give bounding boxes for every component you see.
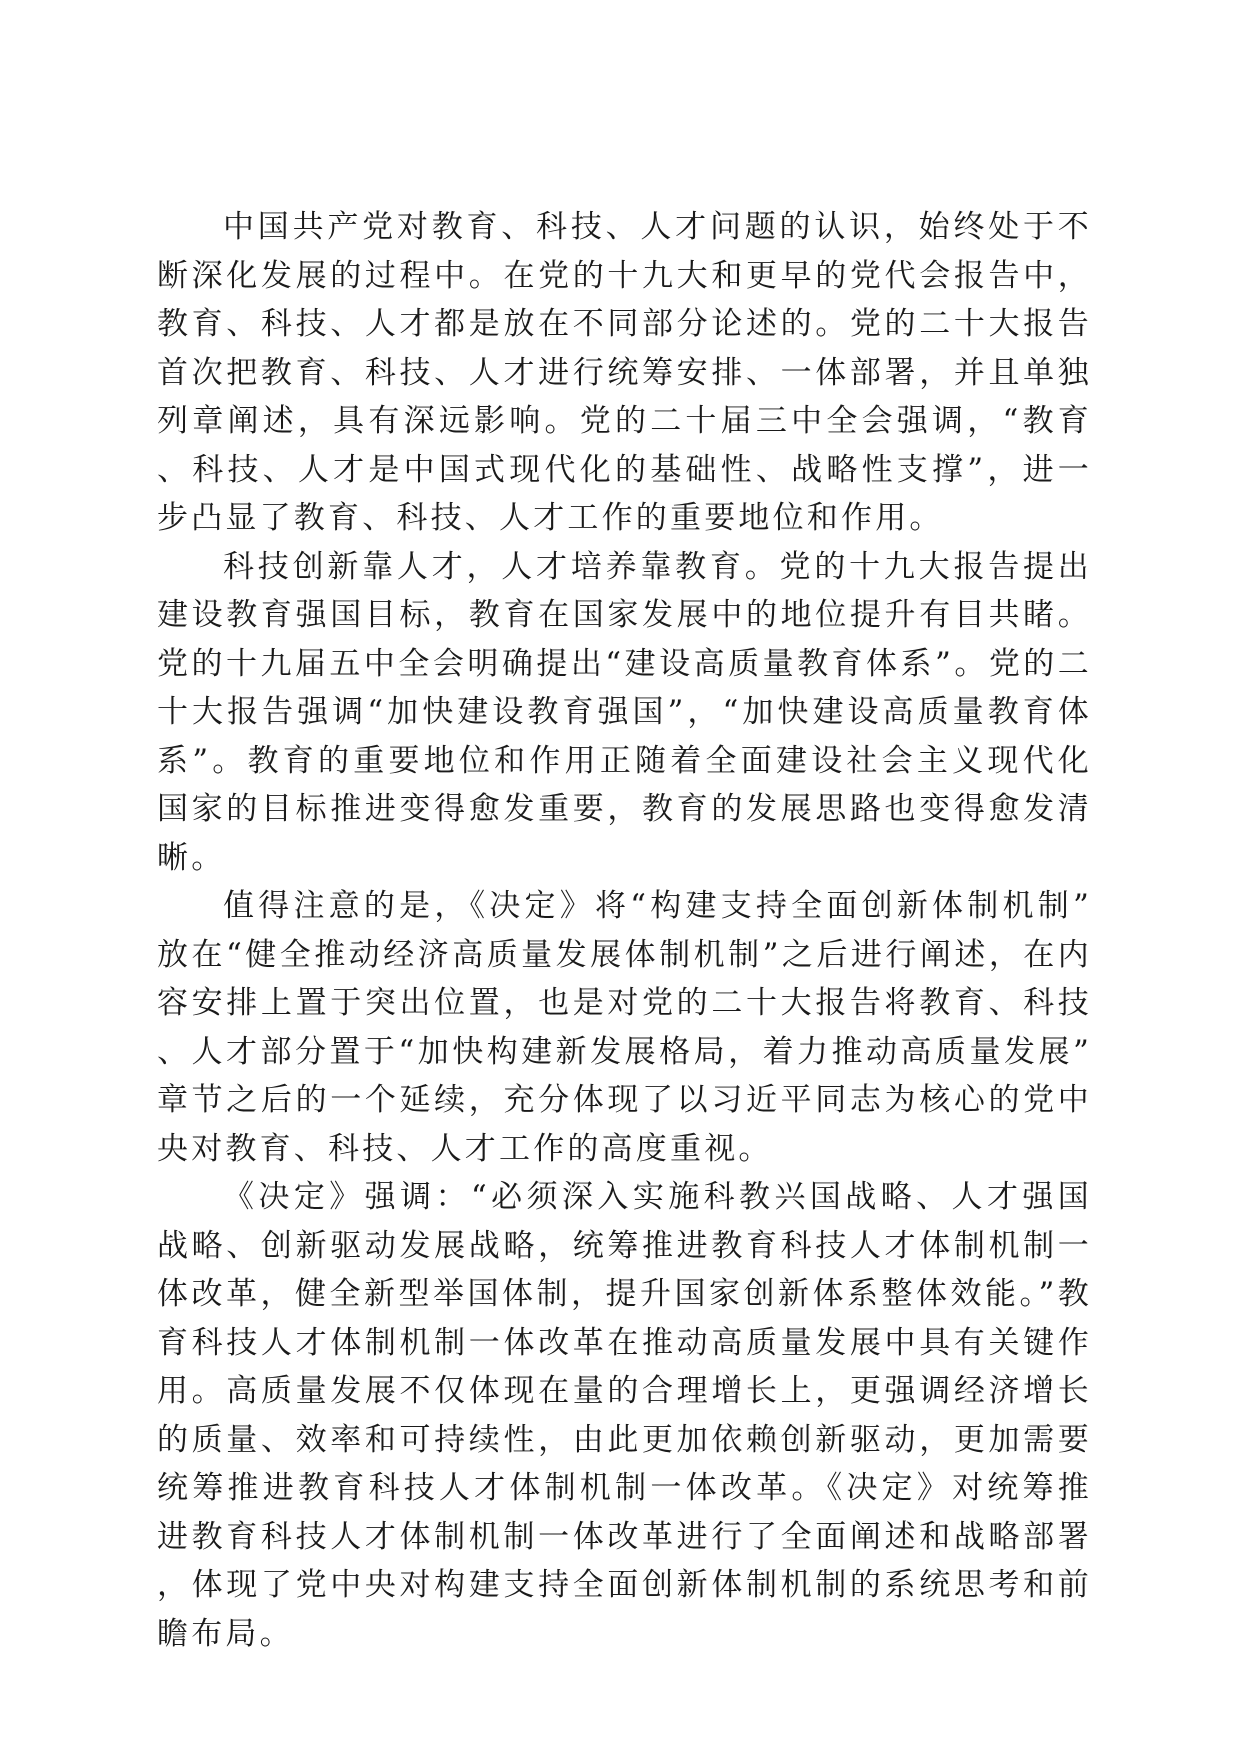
paragraph-2: 科技创新靠人才，人才培养靠教育。党的十九大报告提出建设教育强国目标，教育在国家发展中的地位提升有目共睹。党的十九届五中全会明确提出“建设高质量教育体系”。党的二十大报告强调“加快建设教育强国”，“加快建设高质量教育体系”。教育的重要地位和作用正随着全面建设社会主义现代化国家的目标推进变得愈发重要，教育的发展思路也变得愈发清晰。 (157, 548, 1092, 876)
paragraph-1: 中国共产党对教育、科技、人才问题的认识，始终处于不断深化发展的过程中。在党的十九大和更早的党代会报告中，教育、科技、人才都是放在不同部分论述的。党的二十大报告首次把教育、科技、人才进行统筹安排、一体部署，并且单独列章阐述，具有深远影响。党的二十届三中全会强调，“教育、科技、人才是中国式现代化的基础性、战略性支撑”，进一步凸显了教育、科技、人才工作的重要地位和作用。 (157, 209, 1092, 536)
paragraph-3: 值得注意的是，《决定》将“构建支持全面创新体制机制”放在“健全推动经济高质量发展体制机制”之后进行阐述，在内容安排上置于突出位置，也是对党的二十大报告将教育、科技、人才部分置于“加快构建新发展格局，着力推动高质量发展”章节之后的一个延续，充分体现了以习近平同志为核心的党中央对教育、科技、人才工作的高度重视。 (157, 888, 1092, 1167)
paragraph-4: 《决定》强调：“必须深入实施科教兴国战略、人才强国战略、创新驱动发展战略，统筹推进教育科技人才体制机制一体改革，健全新型举国体制，提升国家创新体系整体效能。”教育科技人才体制机制一体改革在推动高质量发展中具有关键作用。高质量发展不仅体现在量的合理增长上，更强调经济增长的质量、效率和可持续性，由此更加依赖创新驱动，更加需要统筹推进教育科技人才体制机制一体改革。《决定》对统筹推进教育科技人才体制机制一体改革进行了全面阐述和战略部署，体现了党中央对构建支持全面创新体制机制的系统思考和前瞻布局。 (157, 1179, 1092, 1652)
document-body (157, 203, 1092, 1658)
